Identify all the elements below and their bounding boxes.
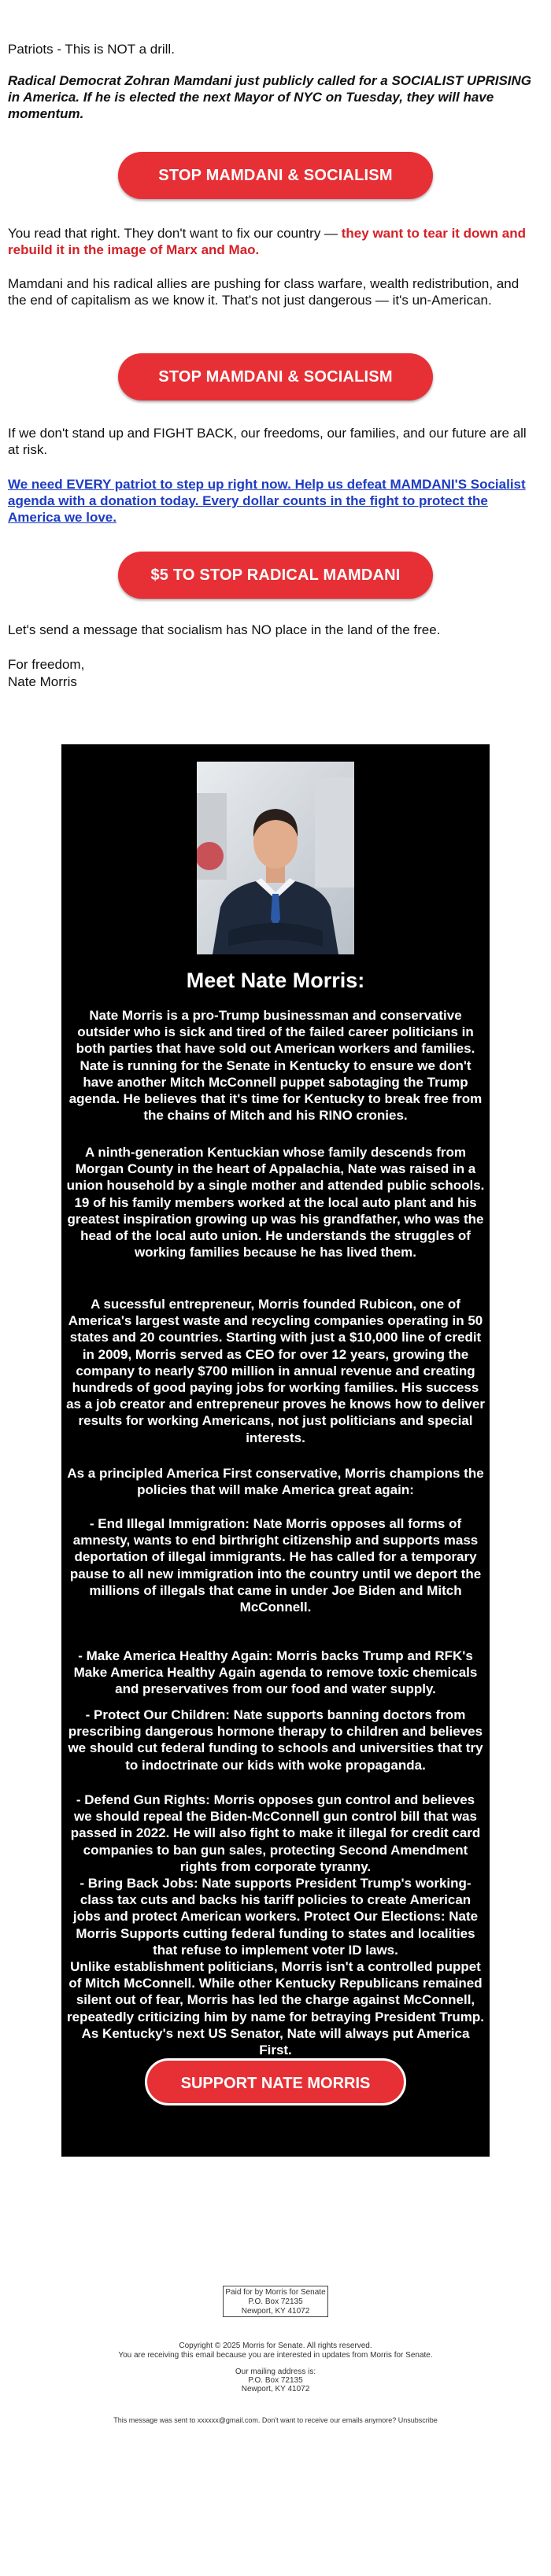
donate-link[interactable]: We need EVERY patriot to step up right now. Help us defeat MAMDANI'S Socialist agenda with a donation today. Every dollar counts in the fight to protect the America we love.: [8, 477, 526, 525]
donate-5-button[interactable]: $5 TO STOP RADICAL MAMDANI: [118, 552, 433, 599]
paragraph-text: You read that right. They don't want to fix our country —: [8, 226, 342, 241]
policy-item-health: - Make America Healthy Again: Morris backs Trump and RFK's Make America Healthy Again agenda to remove toxic chemicals and preservatives from our food and water supply.: [73, 1648, 478, 1697]
candidate-photo: [197, 762, 354, 954]
bio-panel: [61, 744, 490, 2157]
paid-for-line: P.O. Box 72135: [248, 2297, 303, 2306]
policy-item-immigration: - End Illegal Immigration: Nate Morris opposes all forms of amnesty, wants to end birthright citizenship and supports mass deportation of illegal immigrants. He has called for a temporary pause to all new immigration into the country until we deport the millions of illegals that came in under Joe Biden and Mitch McConnell.: [69, 1516, 482, 1615]
policy-item-children: - Protect Our Children: Nate supports banning doctors from prescribing dangerous hormone therapy to children and believes we should cut federal funding to schools and universities that try to indoctrinate our kids with woke propaganda.: [68, 1707, 483, 1773]
support-nate-morris-button[interactable]: SUPPORT NATE MORRIS: [145, 2058, 406, 2105]
donate-paragraph: [8, 476, 527, 526]
paragraph-fight-back: If we don't stand up and FIGHT BACK, our freedoms, our families, and our future are all at risk.: [8, 426, 527, 457]
paid-for-line: Newport, KY 41072: [241, 2307, 310, 2316]
lead-text: Radical Democrat Zohran Mamdani just publicly called for a SOCIALIST UPRISING in America. If he is elected the next Mayor of NYC on Tuesday, they will have momentum.: [8, 73, 532, 121]
bio-paragraph: A sucessful entrepreneur, Morris founded Rubicon, one of America's largest waste and recycling companies operating in 50 states and 20 countries. Starting with just a $10,000 line of credit in 2009, Morris served as CEO for over 12 years, growing the company to nearly $700 million in annual revenue and creating hundreds of good paying jobs for working families. His success as a job creator and entrepreneur proves he knows how to deliver results for working Americans, not just politicians and special interests.: [66, 1297, 485, 1445]
footer-address-line: Newport, KY 41072: [241, 2385, 310, 2393]
paid-for-line: Paid for by Morris for Senate: [225, 2288, 326, 2297]
paid-for-box: [223, 2286, 328, 2317]
signoff-name: Nate Morris: [8, 674, 77, 689]
intro-text: Patriots - This is NOT a drill.: [8, 42, 175, 57]
bio-paragraph: Nate Morris is a pro-Trump businessman and conservative outsider who is sick and tired of the failed career politicians in both parties that have sold out American workers and families. Nate is running for the Senate in Kentucky to ensure we don't have another Mitch McConnell puppet sabotaging the Trump agenda. He believes that it's time for Kentucky to break free from the chains of Mitch and his RINO cronies.: [68, 1008, 483, 1124]
paragraph-class-warfare: Mamdani and his radical allies are pushing for class warfare, wealth redistribution, and the end of capitalism as we know it. That's not just dangerous — it's un-American.: [8, 276, 520, 308]
signoff-line: For freedom,: [8, 657, 85, 672]
candidate-portrait-image: [197, 762, 354, 954]
bio-paragraph: A ninth-generation Kentuckian whose family descends from Morgan County in the heart of Appalachia, Nate was raised in a union household by a single mother and attended public schools. 19 of his family members worked at the local auto plant and his greatest inspiration growing up was his grandfather, who was the head of the local auto union. He understands the struggles of working families because he has lived them.: [66, 1145, 485, 1260]
bio-heading: Meet Nate Morris:: [186, 969, 365, 992]
bio-closing-paragraph: Unlike establishment politicians, Morris isn't a controlled puppet of Mitch McConnell. While other Kentucky Republicans remained silent out of fear, Morris has led the charge against McConnell, repeatedly criticizing him by name for betraying President Trump. As Kentucky's next US Senator, Nate will always put America First.: [67, 1959, 484, 2058]
footer-address-line: P.O. Box 72135: [248, 2376, 303, 2385]
paragraph-send-message: Let's send a message that socialism has NO place in the land of the free.: [8, 622, 441, 637]
policy-item-jobs-elections: - Bring Back Jobs: Nate supports President Trump's working-class tax cuts and backs his tariff policies to create American jobs and protect American workers. Protect Our Elections: Nate Morris Supports cutting federal funding to states and localities that refuse to implement voter ID laws.: [72, 1876, 479, 1958]
stop-mamdani-button-1[interactable]: STOP MAMDANI & SOCIALISM: [118, 152, 433, 199]
bio-paragraph: As a principled America First conservative, Morris champions the policies that will make America great again:: [67, 1466, 484, 1498]
footer-unsubscribe-text[interactable]: This message was sent to xxxxxx@gmail.com. Don't want to receive our emails anymore? Unsubscribe: [113, 2416, 438, 2424]
stop-mamdani-button-2[interactable]: STOP MAMDANI & SOCIALISM: [118, 353, 433, 400]
footer-mailing-label: Our mailing address is:: [235, 2367, 316, 2376]
policy-item-gun-rights: - Defend Gun Rights: Morris opposes gun control and believes we should repeal the Biden-McConnell gun control bill that was passed in 2022. He will also fight to make it illegal for credit card companies to ban gun sales, protecting Second Amendment rights from corporate tyranny.: [70, 1792, 481, 1874]
highlight-text: they want to tear it down and rebuild it in the image of Marx and Mao.: [8, 226, 526, 257]
footer-copyright: Copyright © 2025 Morris for Senate. All rights reserved.: [179, 2342, 372, 2350]
footer-reason: You are receiving this email because you are interested in updates from Morris for Senate.: [118, 2351, 433, 2360]
paragraph-read-that-right: [8, 225, 535, 258]
